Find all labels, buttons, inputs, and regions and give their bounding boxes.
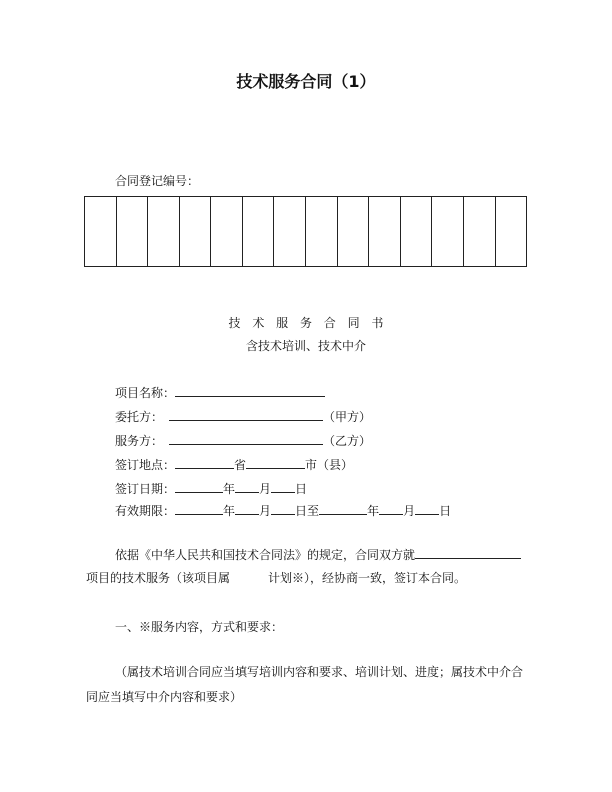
field-validity <box>115 503 451 518</box>
contract-subheading: 含技术培训、技术中介 <box>245 339 366 353</box>
registration-cell[interactable] <box>496 197 527 266</box>
field-project-name <box>115 385 325 400</box>
province-label: 省 <box>234 458 247 472</box>
field-client <box>115 409 371 424</box>
month-blank[interactable] <box>235 481 259 493</box>
month-label: 月 <box>403 504 416 518</box>
paragraph-basis-line2 <box>86 571 466 585</box>
start-month-blank[interactable] <box>235 503 259 515</box>
field-provider <box>115 433 371 448</box>
registration-number-grid <box>84 196 527 267</box>
end-day-blank[interactable] <box>415 503 439 515</box>
contract-heading: 技 术 服 务 合 同 书 <box>228 316 384 330</box>
city-blank[interactable] <box>246 457 305 469</box>
paragraph-basis-line1 <box>115 547 521 562</box>
end-year-blank[interactable] <box>319 503 367 515</box>
section-1-heading: 一、※服务内容，方式和要求： <box>115 620 284 634</box>
year-label: 年 <box>223 504 236 518</box>
registration-cell[interactable] <box>369 197 401 266</box>
client-suffix: （甲方） <box>323 410 372 424</box>
city-label: 市（县） <box>305 458 354 472</box>
day-blank[interactable] <box>271 481 295 493</box>
registration-cell[interactable] <box>148 197 180 266</box>
label: 签订日期： <box>115 482 176 496</box>
to-label: 日至 <box>295 504 320 518</box>
text: 依据《中华人民共和国技术合同法》的规定，合同双方就 <box>115 548 416 562</box>
client-blank[interactable] <box>169 409 323 421</box>
text: 项目的技术服务（该项目属 <box>86 571 231 585</box>
section-1-note-line2: 同应当填写中介内容和要求） <box>86 690 243 704</box>
registration-cell[interactable] <box>432 197 464 266</box>
registration-cell[interactable] <box>243 197 275 266</box>
registration-cell[interactable] <box>274 197 306 266</box>
field-location <box>115 457 353 472</box>
registration-cell[interactable] <box>338 197 370 266</box>
registration-cell[interactable] <box>401 197 433 266</box>
day-label: 日 <box>295 482 308 496</box>
provider-suffix: （乙方） <box>323 434 372 448</box>
registration-cell[interactable] <box>85 197 117 266</box>
month-label: 月 <box>259 504 272 518</box>
year-label: 年 <box>367 504 380 518</box>
start-day-blank[interactable] <box>271 503 295 515</box>
label: 有效期限： <box>115 504 176 518</box>
project-blank[interactable] <box>415 547 521 559</box>
document-title: 技术服务合同（1） <box>236 72 376 91</box>
label: 服务方： <box>115 434 164 448</box>
field-sign-date <box>115 481 307 496</box>
text: 计划※），经协商一致，签订本合同。 <box>268 571 467 585</box>
start-year-blank[interactable] <box>175 503 223 515</box>
label: 签订地点： <box>115 458 176 472</box>
provider-blank[interactable] <box>169 433 323 445</box>
project-name-blank[interactable] <box>175 385 325 397</box>
section-1-note-line1: （属技术培训合同应当填写培训内容和要求、培训计划、进度；属技术中介合 <box>115 665 524 679</box>
registration-cell[interactable] <box>211 197 243 266</box>
end-month-blank[interactable] <box>379 503 403 515</box>
registration-cell[interactable] <box>464 197 496 266</box>
registration-label: 合同登记编号： <box>115 174 200 188</box>
registration-cell[interactable] <box>117 197 149 266</box>
year-label: 年 <box>223 482 236 496</box>
province-blank[interactable] <box>175 457 234 469</box>
label: 项目名称： <box>115 386 176 400</box>
day-label: 日 <box>439 504 452 518</box>
month-label: 月 <box>259 482 272 496</box>
year-blank[interactable] <box>175 481 223 493</box>
label: 委托方： <box>115 410 164 424</box>
registration-cell[interactable] <box>180 197 212 266</box>
registration-cell[interactable] <box>306 197 338 266</box>
